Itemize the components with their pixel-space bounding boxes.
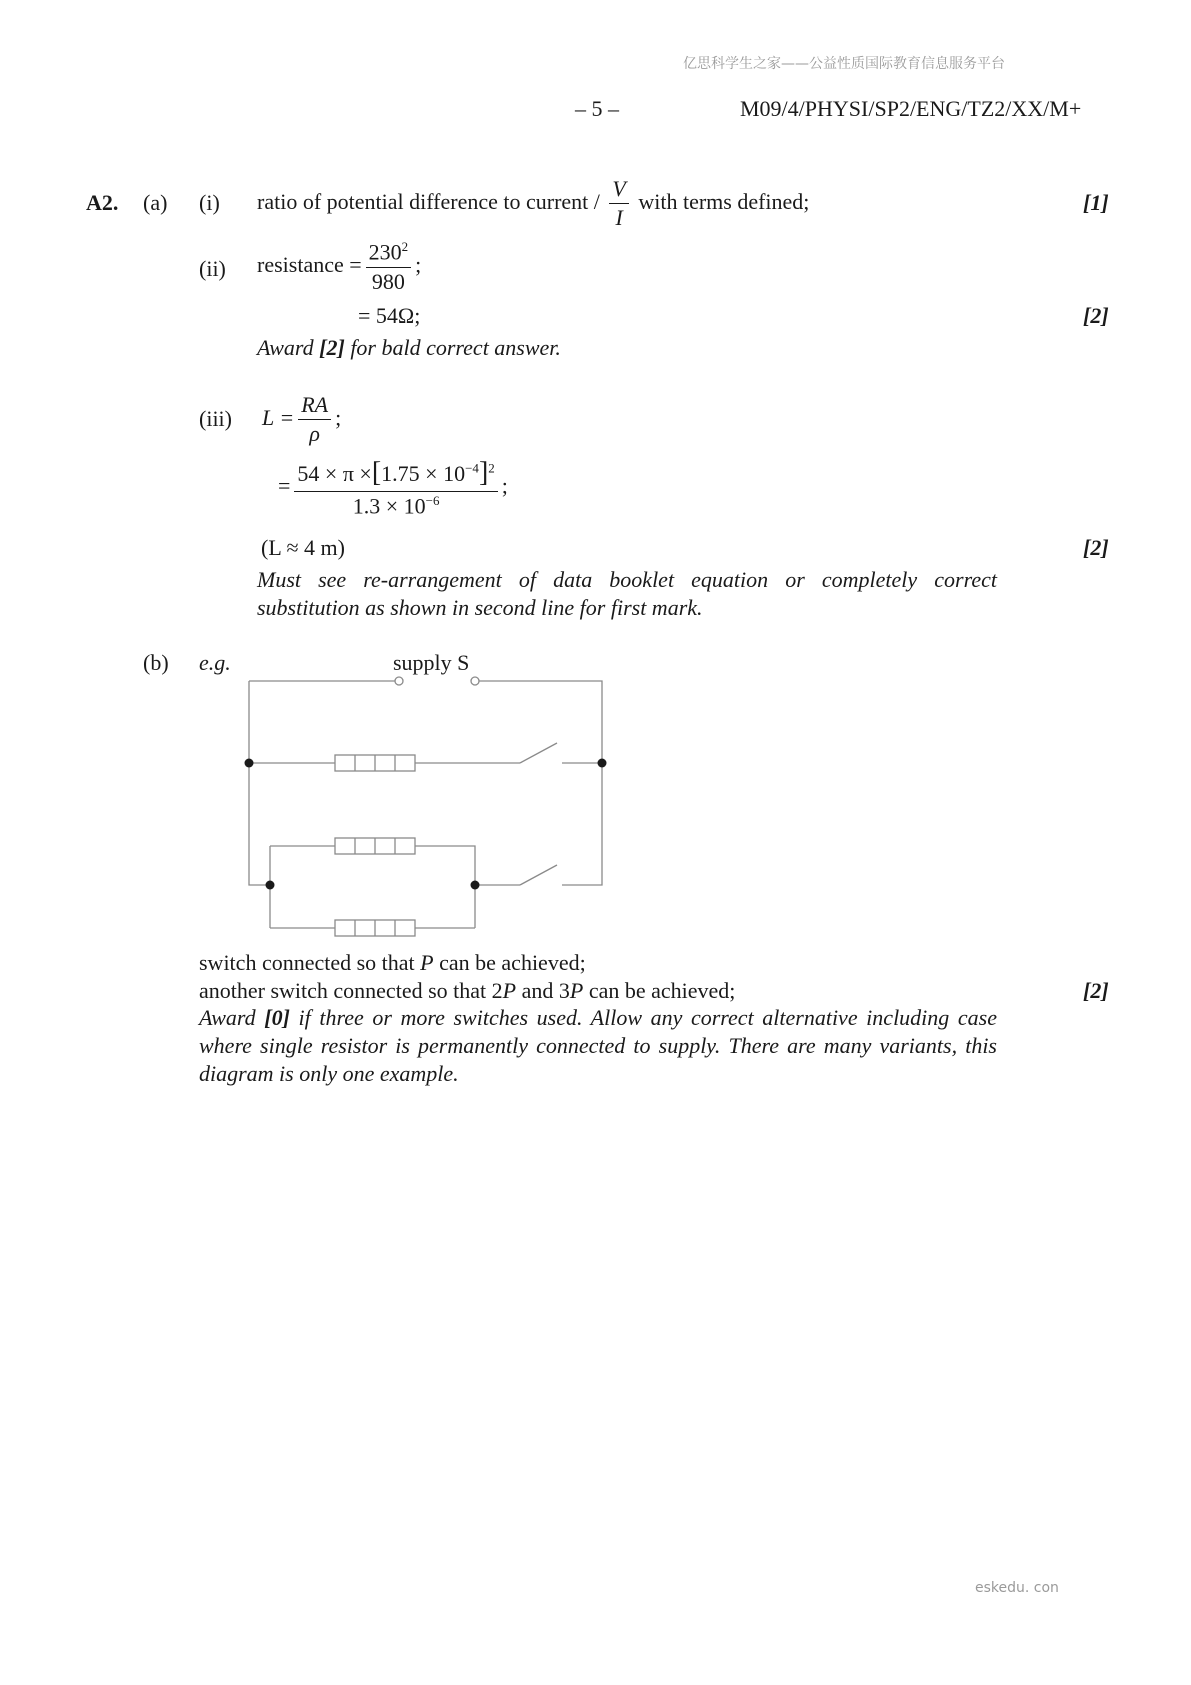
question-number: A2. xyxy=(86,190,119,215)
semicolon: ; xyxy=(501,473,508,499)
frac-numerator: V xyxy=(609,177,628,204)
part-a-label: (a) xyxy=(143,190,168,215)
part-a-iii-label: (iii) xyxy=(199,406,232,431)
supply-terminal-right xyxy=(471,677,479,685)
award-marks: [2] xyxy=(319,335,345,360)
document-code: M09/4/PHYSI/SP2/ENG/TZ2/XX/M+ xyxy=(740,96,1082,121)
frac-denominator: 980 xyxy=(371,268,405,294)
part-b-label: (b) xyxy=(143,650,169,675)
frac-numerator: $230^2$ xyxy=(366,240,412,268)
part-a-iii-result: (L ≈ 4 m) xyxy=(261,535,345,560)
part-b-note: Award [0] if three or more switches used. Allow any correct alternative including case where single resistor is permanently connected to supply. There are many variants, this diagram is only one example. xyxy=(199,1005,997,1086)
equals-sign: = xyxy=(278,473,291,499)
left-outer-wire-bottom xyxy=(249,763,270,885)
node-right-lower xyxy=(471,881,480,890)
part-a-ii-label: (ii) xyxy=(199,256,226,281)
part-a-iii-marks: [2] xyxy=(1083,535,1109,560)
switch-1 xyxy=(520,743,557,763)
award-marks: [0] xyxy=(264,1005,290,1030)
page-number: – 5 – xyxy=(575,96,619,121)
part-a-i-label: (i) xyxy=(199,190,220,215)
semicolon: ; xyxy=(415,252,422,277)
part-a-i-text-after: with terms defined; xyxy=(638,189,810,214)
resistor-3-divisions xyxy=(355,920,395,936)
part-b-marks: [2] xyxy=(1083,978,1109,1003)
switch-2 xyxy=(520,865,557,885)
frac-numerator: RA xyxy=(298,393,331,420)
part-a-iii-note: Must see re-arrangement of data booklet equation or completely correct substitution as shown in second line for first mark. xyxy=(257,567,997,620)
part-a-ii-marks: [2] xyxy=(1083,303,1109,328)
frac-denominator: $1.3 \times 10^{-6}$ xyxy=(352,492,440,519)
equals-sign: = xyxy=(349,252,362,277)
branch2-wire-right xyxy=(415,846,475,928)
exponent: 2 xyxy=(401,239,409,255)
frac-numerator: $54 \times \pi \times[1.75 \times 10^{-4}]^2$ xyxy=(294,458,497,492)
part-b-line1: switch connected so that P can be achieved; xyxy=(199,950,586,975)
node-left-lower xyxy=(266,881,275,890)
frac-denominator: ρ xyxy=(309,421,320,447)
node-left-top xyxy=(245,759,254,768)
frac-denominator: I xyxy=(615,205,623,231)
resistor-1-divisions xyxy=(355,755,395,771)
part-b-eg: e.g. xyxy=(199,650,231,675)
watermark-bottom: eskedu. con xyxy=(975,1580,1059,1596)
part-a-i-text-before: ratio of potential difference to current / xyxy=(257,189,600,214)
supply-terminal-left xyxy=(395,677,403,685)
semicolon: ; xyxy=(335,405,342,430)
part-a-i-marks: [1] xyxy=(1083,190,1109,215)
node-right-top xyxy=(598,759,607,768)
lhs: L = xyxy=(262,405,295,430)
supply-wire-right xyxy=(479,681,602,763)
part-a-ii-result: = 54Ω; xyxy=(358,303,421,328)
watermark-top: 亿思科学生之家——公益性质国际教育信息服务平台 xyxy=(683,56,1005,72)
part-a-ii-lead: resistance xyxy=(257,252,344,277)
supply-label: supply S xyxy=(393,650,470,675)
right-outer-wire-bottom xyxy=(562,763,602,885)
resistor-2-divisions xyxy=(355,838,395,854)
part-b-line2: another switch connected so that 2P and 3P can be achieved; xyxy=(199,978,736,1003)
part-a-ii-note: Award [2] for bald correct answer. xyxy=(257,335,561,360)
